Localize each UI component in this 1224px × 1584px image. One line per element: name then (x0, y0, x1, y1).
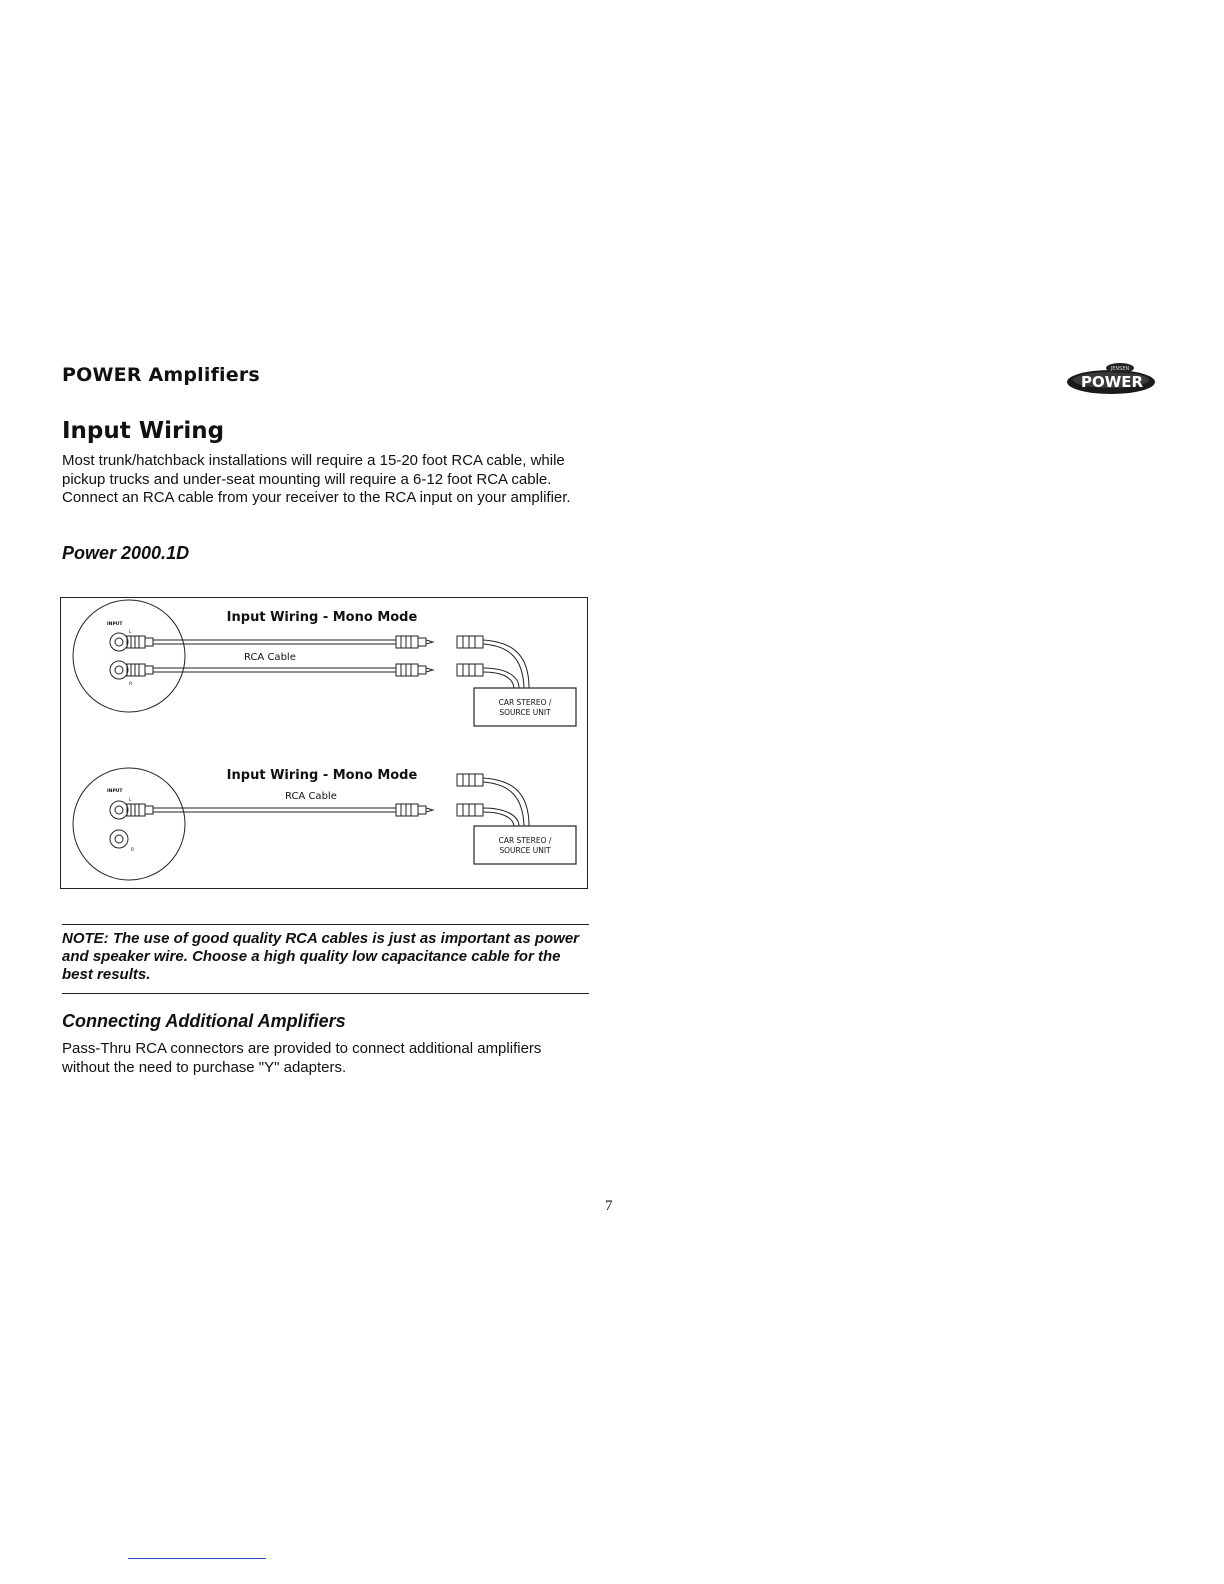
source-rca-jack (457, 774, 483, 786)
rca-plug (396, 664, 418, 676)
diagram-bottom-title: Input Wiring - Mono Mode (226, 768, 418, 783)
page-number: 7 (605, 1198, 613, 1214)
rca-plug (396, 804, 418, 816)
rca-jack-right (110, 830, 128, 848)
note-block (62, 930, 592, 984)
intro-line: Most trunk/hatchback installations will require a 15-20 foot RCA cable, while (62, 452, 565, 469)
diagram-bottom-l-label: L (129, 798, 132, 803)
model-heading: Power 2000.1D (62, 543, 190, 563)
footer-rule (128, 1558, 266, 1559)
diagram-top-r-label: R (129, 682, 133, 687)
diagram-top-title: Input Wiring - Mono Mode (226, 610, 418, 625)
intro-paragraph (62, 452, 602, 508)
diagram-bottom-r-label: R (131, 848, 135, 853)
note-line: and speaker wire. Choose a high quality low capacitance cable for the (62, 948, 561, 965)
diagram-top-cable-label: RCA Cable (244, 652, 296, 663)
diagram-bottom-source-line2: SOURCE UNIT (499, 846, 551, 855)
note-divider-bottom (62, 993, 589, 994)
diagram-top-l-label: L (129, 630, 132, 635)
source-unit-box (474, 688, 576, 726)
rca-jack-left (110, 633, 128, 651)
additional-amplifiers-heading: Connecting Additional Amplifiers (62, 1011, 346, 1031)
additional-amplifiers-paragraph (62, 1040, 582, 1077)
logo-main-text: POWER (1080, 373, 1144, 391)
wiring-diagram (60, 597, 588, 889)
page-header-title: POWER Amplifiers (62, 364, 260, 386)
note-line: best results. (62, 966, 151, 983)
amp-input-panel (73, 600, 185, 712)
note-line: NOTE: The use of good quality RCA cables is just as important as power (62, 930, 580, 947)
diagram-top-source-line2: SOURCE UNIT (499, 708, 551, 717)
section-heading: Input Wiring (62, 418, 225, 444)
additional-line: Pass-Thru RCA connectors are provided to connect additional amplifiers (62, 1040, 542, 1057)
diagram-bottom-cable-label: RCA Cable (285, 791, 337, 802)
diagram-top-source-line1: CAR STEREO / (498, 698, 552, 707)
source-rca-jack (457, 804, 483, 816)
rca-plug (127, 804, 145, 816)
rca-plug (127, 664, 145, 676)
source-unit-box (474, 826, 576, 864)
intro-line: Connect an RCA cable from your receiver to the RCA input on your amplifier. (62, 489, 571, 506)
rca-plug (127, 636, 145, 648)
diagram-bottom-source-line1: CAR STEREO / (498, 836, 552, 845)
amp-input-panel (73, 768, 185, 880)
additional-line: without the need to purchase "Y" adapters. (62, 1058, 347, 1076)
rca-plug (396, 636, 418, 648)
power-logo (1064, 360, 1158, 400)
diagram-top-input-label: INPUT (107, 622, 123, 627)
note-divider-top (62, 924, 589, 925)
rca-jack-left (110, 801, 128, 819)
diagram-bottom-input-label: INPUT (107, 789, 123, 794)
logo-top-text: JENSEN (1110, 366, 1130, 372)
rca-jack-right (110, 661, 128, 679)
source-rca-jack (457, 664, 483, 676)
intro-line: pickup trucks and under-seat mounting will require a 6-12 foot RCA cable. (62, 470, 552, 488)
source-rca-jack (457, 636, 483, 648)
